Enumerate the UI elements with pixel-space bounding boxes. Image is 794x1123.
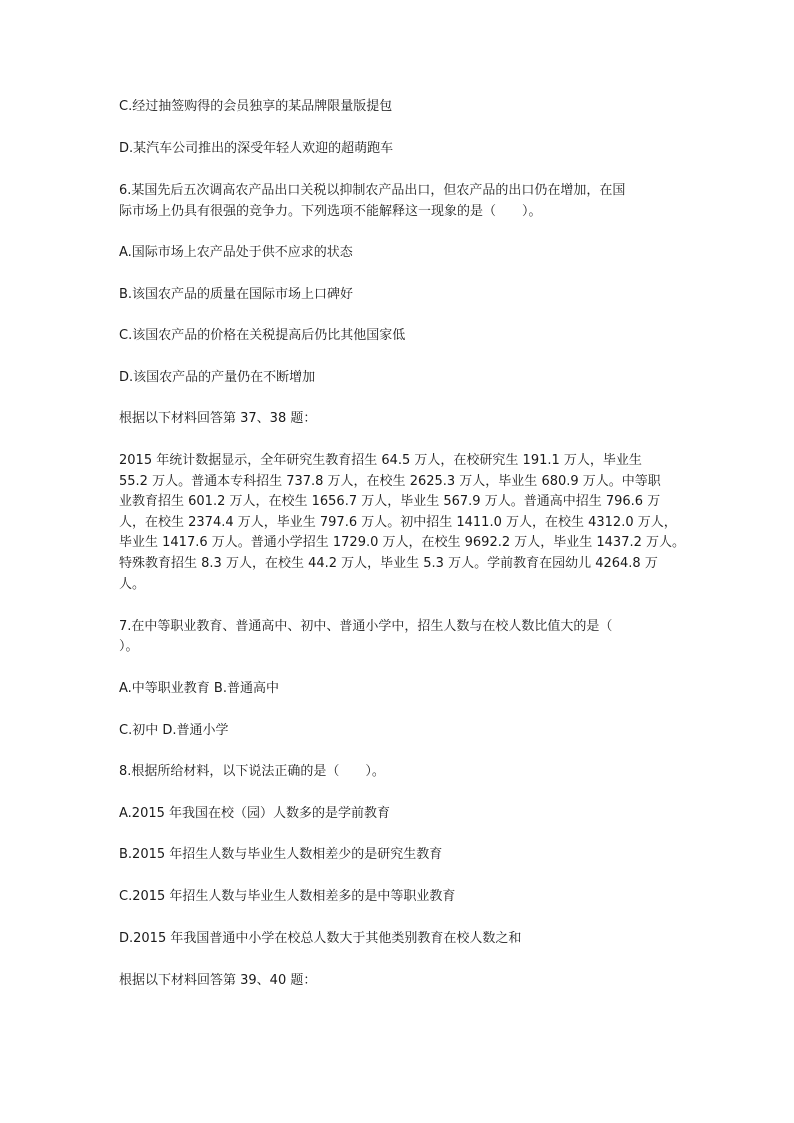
question-6-line-1: 6.某国先后五次调高农产品出口关税以抑制农产品出口，但农产品的出口仍在增加，在国: [119, 183, 626, 198]
options-ab-q7: A.中等职业教育 B.普通高中: [119, 681, 279, 696]
material-line-4: 人，在校生 2374.4 万人，毕业生 797.6 万人。初中招生 1411.0 万人，在校生 4312.0 万人，: [119, 515, 677, 530]
option-b-q8: B.2015 年招生人数与毕业生人数相差少的是研究生教育: [119, 847, 443, 862]
option-a-q6: A.国际市场上农产品处于供不应求的状态: [119, 245, 353, 260]
material-line-2: 55.2 万人。普通本专科招生 737.8 万人，在校生 2625.3 万人，毕业生 680.9 万人。中等职: [119, 474, 661, 489]
question-7-line-2: ）。: [119, 639, 139, 654]
material-line-5: 毕业生 1417.6 万人。普通小学招生 1729.0 万人，在校生 9692.2 万人，毕业生 1437.2 万人。: [119, 535, 686, 550]
material-heading-37-38: 根据以下材料回答第 37、38 题：: [119, 411, 317, 426]
option-c-q8: C.2015 年招生人数与毕业生人数相差多的是中等职业教育: [119, 889, 456, 904]
option-d-q8: D.2015 年我国普通中小学在校总人数大于其他类别教育在校人数之和: [119, 931, 522, 946]
option-d-q5: D.某汽车公司推出的深受年轻人欢迎的超萌跑车: [119, 141, 394, 156]
material-heading-39-40: 根据以下材料回答第 39、40 题：: [119, 973, 317, 988]
option-c-q6: C.该国农产品的价格在关税提高后仍比其他国家低: [119, 328, 406, 343]
question-6-line-2: 际市场上仍具有很强的竞争力。下列选项不能解释这一现象的是（ ）。: [119, 204, 542, 219]
question-7-line-1: 7.在中等职业教育、普通高中、初中、普通小学中，招生人数与在校人数比值大的是（: [119, 619, 613, 634]
options-cd-q7: C.初中 D.普通小学: [119, 723, 229, 738]
material-line-7: 人。: [119, 577, 146, 592]
option-b-q6: B.该国农产品的质量在国际市场上口碑好: [119, 287, 354, 302]
option-d-q6: D.该国农产品的产量仍在不断增加: [119, 370, 316, 385]
material-line-6: 特殊教育招生 8.3 万人，在校生 44.2 万人，毕业生 5.3 万人。学前教育在园幼儿 4264.8 万: [119, 556, 658, 571]
option-a-q8: A.2015 年我国在校（园）人数多的是学前教育: [119, 806, 391, 821]
material-line-3: 业教育招生 601.2 万人，在校生 1656.7 万人，毕业生 567.9 万人。普通高中招生 796.6 万: [119, 494, 661, 509]
question-8: 8.根据所给材料，以下说法正确的是（ ）。: [119, 764, 385, 779]
material-line-1: 2015 年统计数据显示，全年研究生教育招生 64.5 万人，在校研究生 191.1 万人，毕业生: [119, 453, 642, 468]
option-c-q5: C.经过抽签购得的会员独享的某品牌限量版提包: [119, 99, 393, 114]
